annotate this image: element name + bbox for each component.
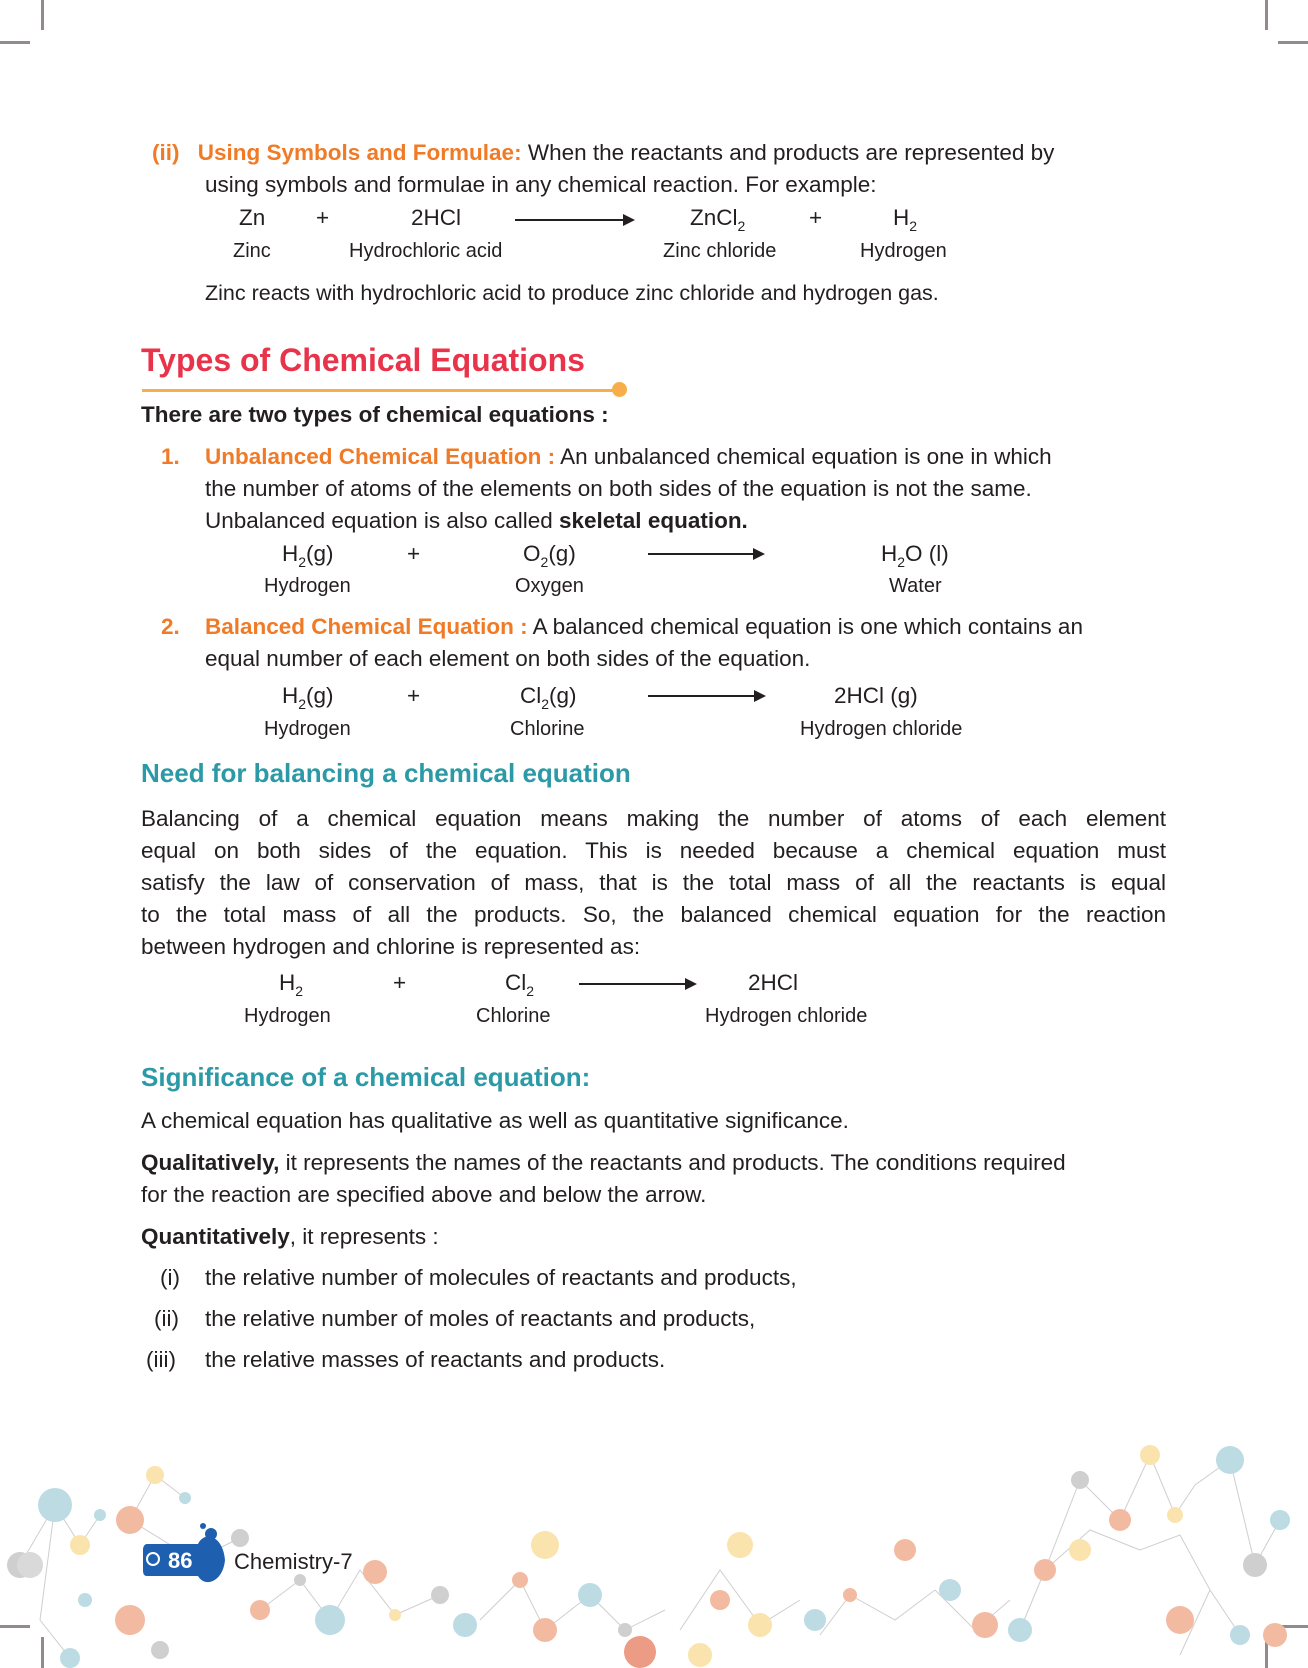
list-item: the relative masses of reactants and products.	[205, 1347, 666, 1372]
significance-intro: A chemical equation has qualitative as well as quantitative significance.	[141, 1108, 849, 1133]
significance-heading: Significance of a chemical equation:	[141, 1062, 591, 1092]
label-zinc-chloride: Zinc chloride	[663, 240, 777, 262]
eq-plus: +	[407, 683, 421, 708]
label-hydrogen: Hydrogen	[860, 240, 947, 262]
item-1-number: 1.	[161, 444, 180, 469]
crop-mark-top-left-vertical	[41, 0, 44, 30]
label-hydrogen: Hydrogen	[264, 575, 351, 597]
qualitatively-term: Qualitatively,	[141, 1150, 280, 1175]
eq-zncl2: ZnCl$_2$	[690, 205, 746, 234]
symbols-text-line1: When the reactants and products are represented by	[527, 140, 1055, 165]
label-hydrogen-chloride: Hydrogen chloride	[800, 718, 963, 740]
symbols-text-line2: using symbols and formulae in any chemical reaction. For example:	[205, 172, 877, 197]
reaction-arrow-icon	[515, 219, 633, 221]
title-underline-dot-icon	[612, 382, 627, 397]
types-intro: There are two types of chemical equations :	[141, 402, 609, 427]
eq-plus: +	[393, 970, 407, 995]
section-title: Types of Chemical Equations	[141, 342, 585, 378]
eq-h2: $H_2$	[279, 970, 304, 999]
item-1-line3: Unbalanced equation is also called skeletal equation.	[205, 508, 748, 533]
book-title: Chemistry-7	[234, 1549, 353, 1574]
item-2-line2: equal number of each element on both sides of the equation.	[205, 646, 811, 671]
need-paragraph: Balancing of a chemical equation means making the number of atoms of each element equal on both sides of the equation. This is needed because a chemical equation must satisfy the law of conservation of mass, that is the total mass of all the reactants is equal to the total mass of all the products. So, the balanced chemical equation for the reaction between hydrogen and chlorine is represented as:	[141, 806, 1166, 959]
list-item-marker: (i)	[160, 1265, 180, 1290]
need-heading: Need for balancing a chemical equation	[141, 758, 631, 788]
reaction-arrow-icon	[648, 553, 763, 555]
crop-mark-top-right-vertical	[1265, 0, 1268, 30]
eq-cl2g: $Cl_2(g)$	[520, 683, 577, 712]
eq-zn: Zn	[239, 205, 266, 230]
list-item-marker: (ii)	[154, 1306, 179, 1331]
item-1-line1: Unbalanced Chemical Equation : An unbalanced chemical equation is one in which	[205, 444, 1052, 469]
quantitatively-term: Quantitatively	[141, 1224, 290, 1249]
eq-h2: $H_2$	[893, 205, 918, 234]
crop-mark-top-left-horizontal	[0, 41, 30, 44]
item-2-line1: Balanced Chemical Equation : A balanced chemical equation is one which contains an	[205, 614, 1083, 639]
label-oxygen: Oxygen	[515, 575, 584, 597]
eq-2hcl: 2HCl	[411, 205, 462, 230]
symbols-marker: (ii)	[152, 140, 180, 165]
eq-2hcl: 2HCl	[748, 970, 799, 995]
eq-h2g: $H_2(g)$	[282, 683, 334, 712]
eq-plus: +	[316, 205, 330, 230]
page-number: 86	[168, 1548, 193, 1573]
eq-o2g: $O_2(g)$	[523, 541, 576, 570]
qualitative-line1: Qualitatively, it represents the names of the reactants and products. The conditions required	[141, 1150, 1066, 1175]
label-chlorine: Chlorine	[476, 1005, 551, 1027]
label-water: Water	[889, 575, 942, 597]
crop-mark-top-right-horizontal	[1278, 41, 1308, 44]
skeletal-equation-term: skeletal equation.	[559, 508, 748, 533]
qualitative-line2: for the reaction are specified above and below the arrow.	[141, 1182, 707, 1207]
item-1-heading: Unbalanced Chemical Equation :	[205, 444, 556, 469]
symbols-heading-line	[152, 137, 1054, 169]
eq-2hclg: 2HCl (g)	[834, 683, 918, 708]
eq-cl2: $Cl_2$	[505, 970, 535, 999]
label-zinc: Zinc	[233, 240, 271, 262]
quantitative-intro: Quantitatively, it represents :	[141, 1224, 439, 1249]
eq-plus-2: +	[809, 205, 823, 230]
item-2-heading: Balanced Chemical Equation :	[205, 614, 528, 639]
label-hydrogen-chloride: Hydrogen chloride	[705, 1005, 868, 1027]
title-underline	[142, 389, 618, 392]
reaction-arrow-icon	[579, 983, 695, 985]
reaction-arrow-icon	[648, 695, 764, 697]
symbols-heading: Using Symbols and Formulae:	[197, 140, 522, 165]
list-item: the relative number of moles of reactants and products,	[205, 1306, 756, 1331]
label-hydrochloric-acid: Hydrochloric acid	[349, 240, 503, 262]
label-hydrogen: Hydrogen	[244, 1005, 331, 1027]
item-1-line2: the number of atoms of the elements on both sides of the equation is not the same.	[205, 476, 1032, 501]
label-chlorine: Chlorine	[510, 718, 585, 740]
list-item-marker: (iii)	[146, 1347, 176, 1372]
list-item: the relative number of molecules of reactants and products,	[205, 1265, 797, 1290]
label-hydrogen: Hydrogen	[264, 718, 351, 740]
item-2-number: 2.	[161, 614, 180, 639]
eq-h2o: $H_2O$ (l)	[881, 541, 949, 570]
eq-h2g: $H_2(g)$	[282, 541, 334, 570]
symbols-summary: Zinc reacts with hydrochloric acid to produce zinc chloride and hydrogen gas.	[205, 281, 939, 305]
eq-plus: +	[407, 541, 421, 566]
